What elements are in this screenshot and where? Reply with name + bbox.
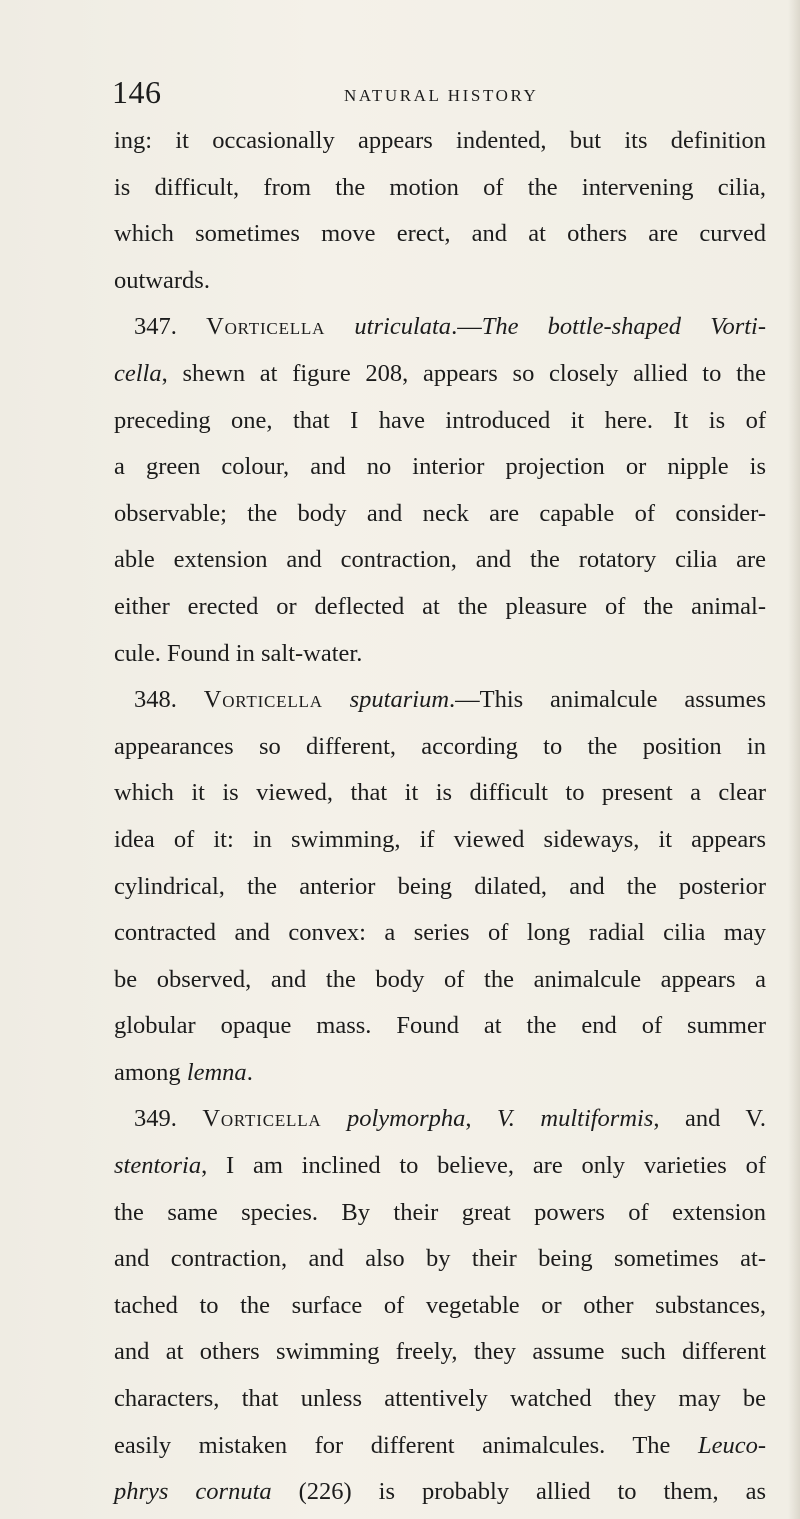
text-span: preceding one, that I have introduced it here. It is of xyxy=(114,406,766,434)
species-name: sputarium xyxy=(349,686,450,714)
text-line xyxy=(114,1469,766,1516)
text-span: characters, that unless attentively watched they may be xyxy=(114,1385,766,1413)
text-span: tached to the surface of vegetable or other substances, xyxy=(114,1291,766,1319)
text-span: . xyxy=(246,1058,253,1086)
text-span: cule. Found in salt-water. xyxy=(114,639,363,667)
text-line xyxy=(114,957,766,1004)
page-edge-shadow xyxy=(788,0,800,1519)
text-span: contracted and convex: a series of long radial cilia may xyxy=(114,919,766,947)
paragraph-number: 349. xyxy=(134,1105,203,1133)
text-span: appearances so different, according to the position in xyxy=(114,732,766,760)
common-name: The bottle-shaped Vorti- xyxy=(481,313,767,341)
paragraph-349-start xyxy=(114,1096,766,1143)
text-span: is difficult, from the motion of the intervening cilia, xyxy=(114,173,766,201)
paragraph-347-start xyxy=(114,304,766,351)
text-line xyxy=(114,1236,766,1283)
text-span: , I am inclined to believe, are only varieties of xyxy=(201,1152,766,1180)
text-line xyxy=(114,817,766,864)
text-span: cylindrical, the anterior being dilated, and the posterior xyxy=(114,872,766,900)
species-name: polymorpha xyxy=(346,1105,466,1133)
paragraph-348-start xyxy=(114,677,766,724)
text-span: , shewn at figure 208, appears so closely allied to the xyxy=(161,359,766,387)
text-span: among xyxy=(114,1058,187,1086)
page-header xyxy=(112,72,712,112)
text-span: .— xyxy=(451,313,482,341)
text-span: and contraction, and also by their being sometimes at- xyxy=(114,1245,766,1273)
text-line xyxy=(114,491,766,538)
text-span: idea of it: in swimming, if viewed sideways, it appears xyxy=(114,825,766,853)
text-line xyxy=(114,770,766,817)
page-number: 146 xyxy=(112,74,162,110)
text-line xyxy=(114,1423,766,1470)
text-line xyxy=(114,864,766,911)
genus-name: Vorticella xyxy=(202,1105,322,1133)
text-span: , xyxy=(465,1105,497,1133)
genus-name: Leuco- xyxy=(697,1431,766,1459)
text-span: ing: it occasionally appears indented, but its definition xyxy=(114,127,766,154)
text-span: outwards. xyxy=(114,266,210,294)
text-line xyxy=(114,444,766,491)
paragraph-number: 347. xyxy=(134,313,207,341)
text-span: .—This animalcule assumes xyxy=(449,686,766,714)
text-line xyxy=(114,1050,766,1097)
species-name: V. multiformis xyxy=(496,1105,654,1133)
paragraph-number: 348. xyxy=(134,686,204,714)
text-span: easily mistaken for different animalcules. The xyxy=(114,1431,698,1459)
text-span: observable; the body and neck are capable of consider- xyxy=(114,499,766,527)
text-line xyxy=(114,398,766,445)
genus-name: lemna xyxy=(186,1058,247,1086)
text-line xyxy=(114,631,766,678)
text-span: which it is viewed, that it is difficult to present a clear xyxy=(114,779,766,807)
text-line xyxy=(114,1283,766,1330)
text-line xyxy=(114,910,766,957)
text-line xyxy=(114,1376,766,1423)
text-span xyxy=(325,313,354,340)
species-name: utriculata xyxy=(354,313,452,341)
text-line xyxy=(114,1190,766,1237)
body-text xyxy=(114,118,766,1516)
text-span: globular opaque mass. Found at the end of summer xyxy=(114,1012,766,1040)
text-line xyxy=(114,1329,766,1376)
text-span: a green colour, and no interior projection or nipple is xyxy=(114,453,766,481)
text-line xyxy=(114,258,766,305)
running-head: NATURAL HISTORY xyxy=(344,86,539,105)
text-span: (226) is probably allied to them, as xyxy=(271,1478,766,1506)
text-line xyxy=(114,584,766,631)
species-name: stentoria xyxy=(114,1152,202,1180)
text-span: either erected or deflected at the pleasure of the animal- xyxy=(114,592,766,620)
common-name: cella xyxy=(114,359,162,387)
text-span: which sometimes move erect, and at others are curved xyxy=(114,220,766,248)
text-line xyxy=(114,1143,766,1190)
text-line xyxy=(114,165,766,212)
text-span: and at others swimming freely, they assume such different xyxy=(114,1338,766,1366)
text-line xyxy=(114,118,766,165)
text-line xyxy=(114,724,766,771)
text-span xyxy=(321,1105,346,1132)
genus-name: Vorticella xyxy=(206,313,326,341)
text-span: , and V. xyxy=(653,1105,767,1133)
text-span: be observed, and the body of the animalcule appears a xyxy=(114,965,766,993)
text-span xyxy=(323,686,350,713)
text-line xyxy=(114,211,766,258)
genus-name: phrys cornuta xyxy=(114,1478,272,1506)
text-line xyxy=(114,1003,766,1050)
genus-name: Vorticella xyxy=(203,686,323,714)
text-line xyxy=(114,351,766,398)
text-span: the same species. By their great powers of extension xyxy=(114,1198,766,1226)
text-line xyxy=(114,537,766,584)
text-span: able extension and contraction, and the rotatory cilia are xyxy=(114,546,766,574)
